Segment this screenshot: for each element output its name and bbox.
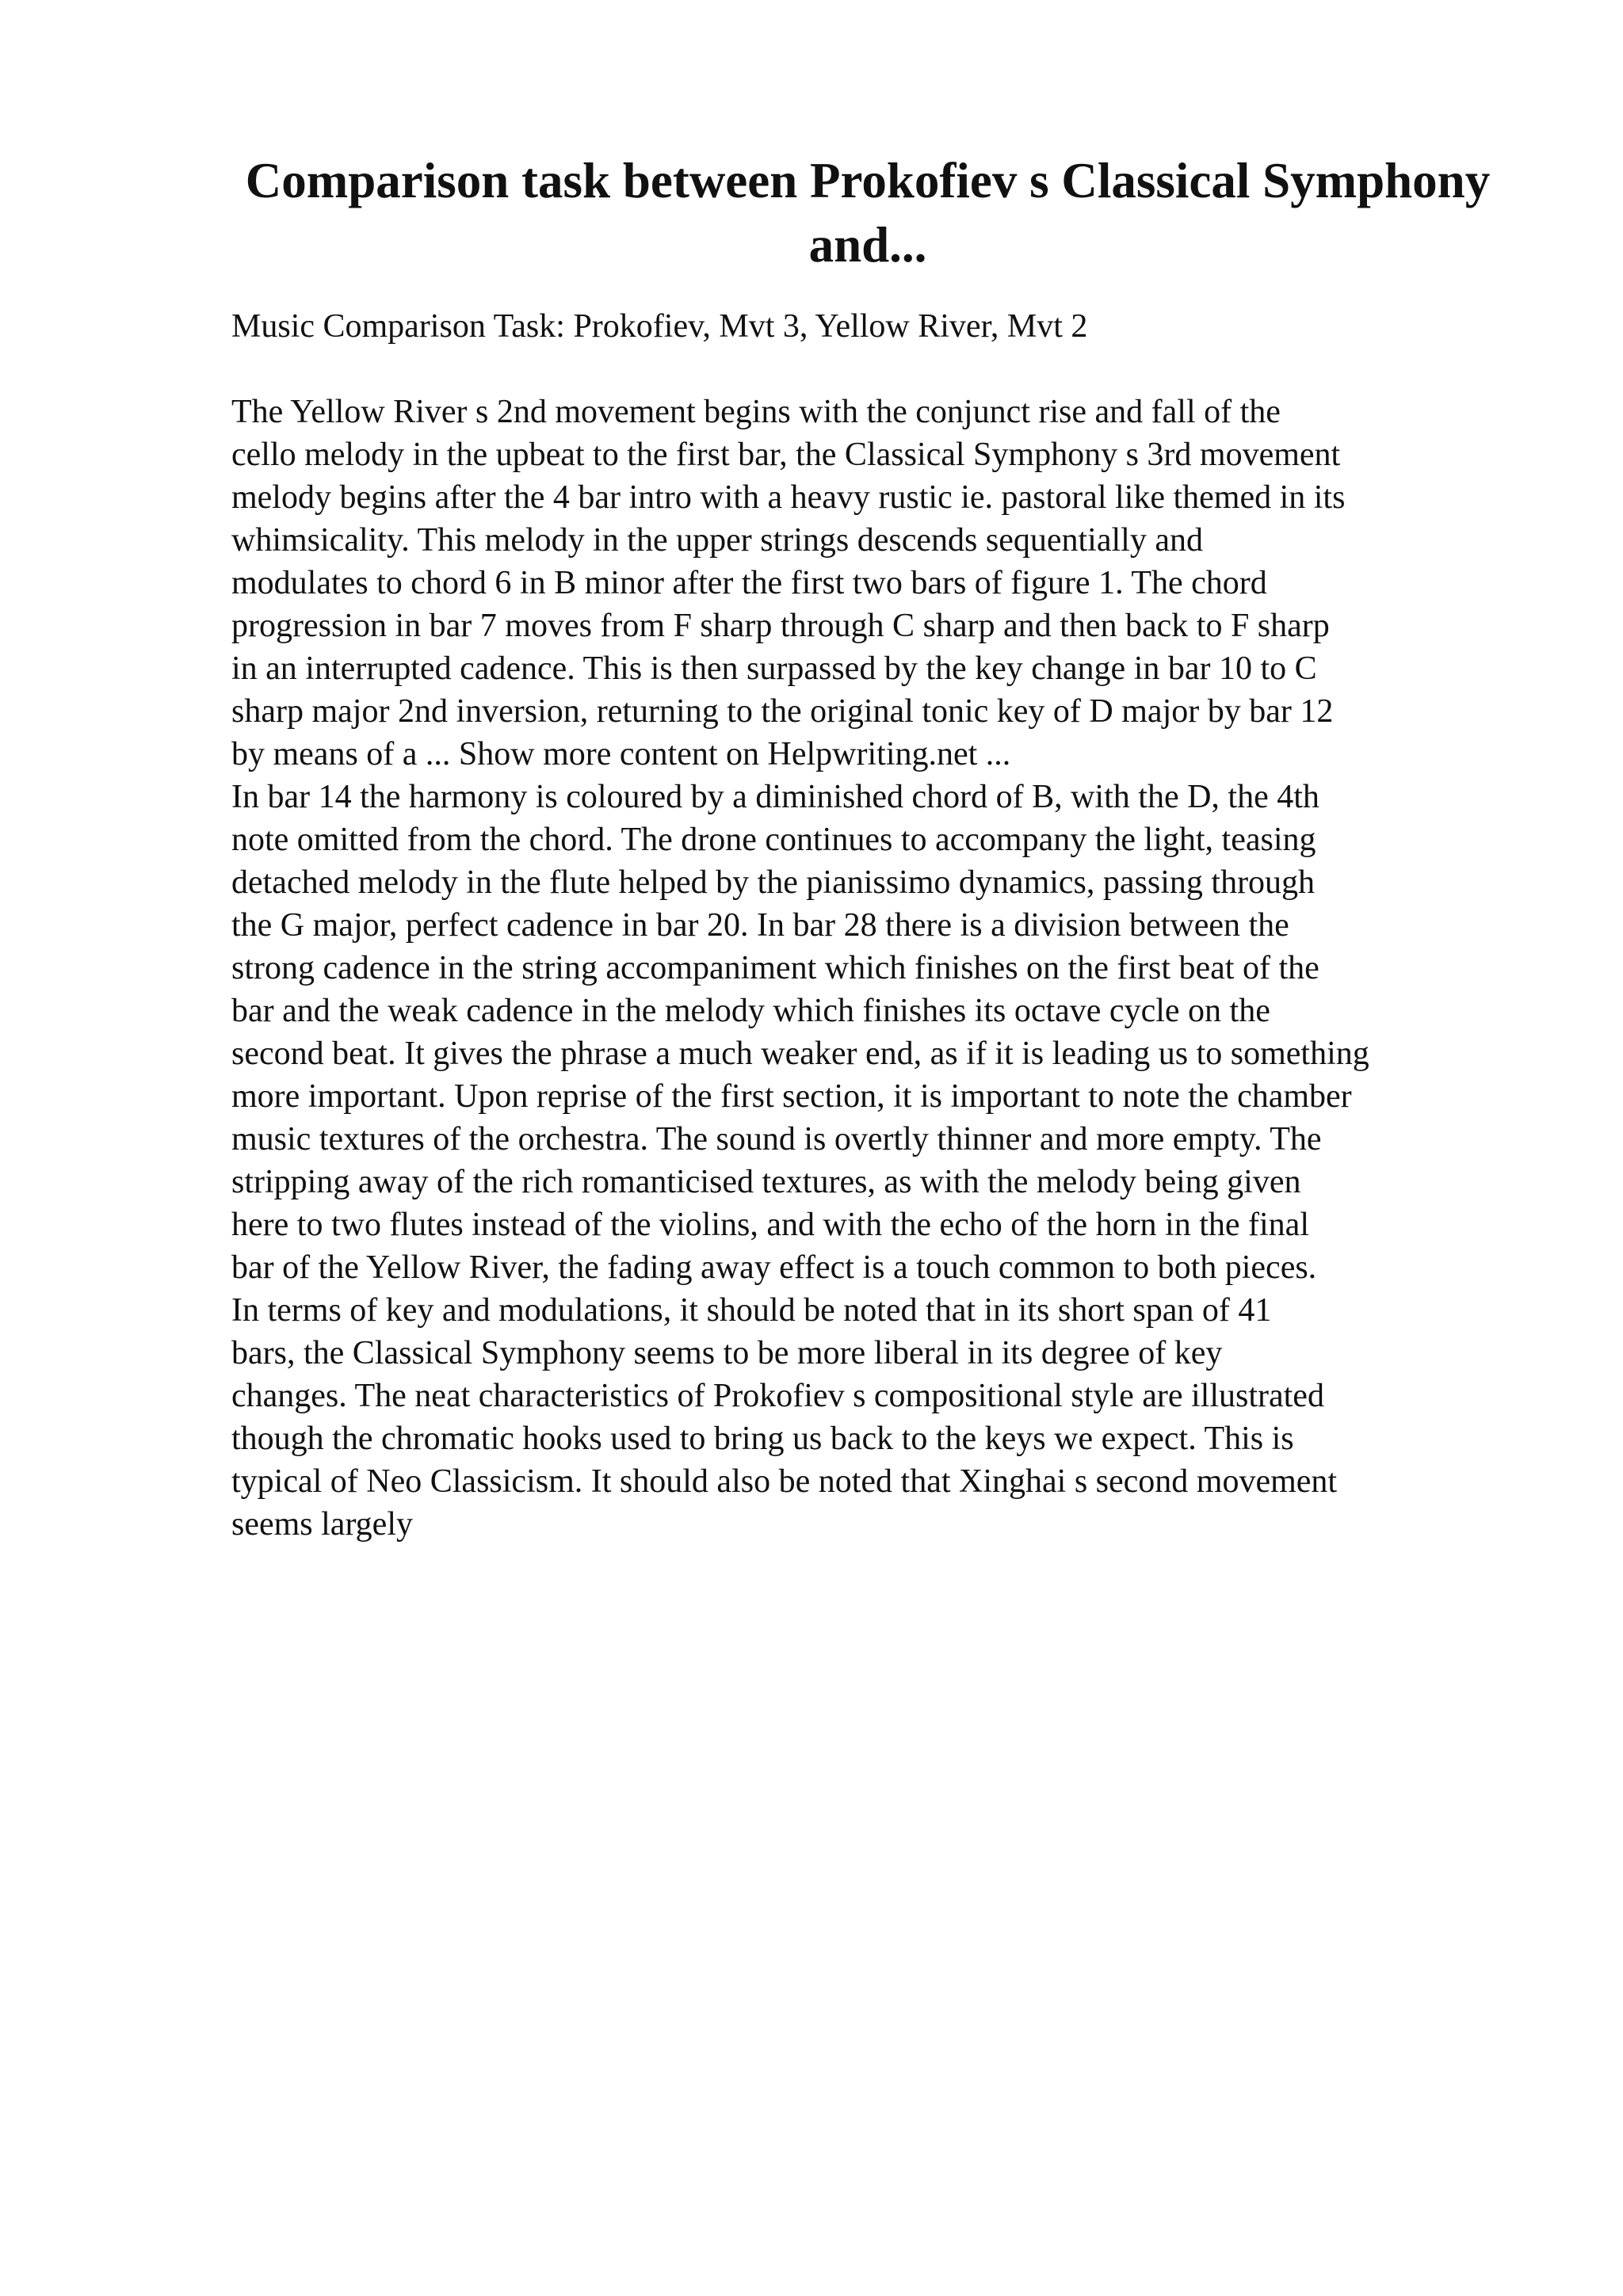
body-line: bar of the Yellow River, the fading away effect is a touch common to both pieces. <box>231 1249 1317 1286</box>
title-line: Comparison task between Prokofiev s Classical Symphony <box>245 153 1491 208</box>
body-line: more important. Upon reprise of the first section, it is important to note the chamber <box>231 1078 1352 1115</box>
body-line: In terms of key and modulations, it should be noted that in its short span of 41 <box>231 1292 1272 1329</box>
body-line: changes. The neat characteristics of Prokofiev s compositional style are illustrated <box>231 1378 1324 1414</box>
body-line: in an interrupted cadence. This is then surpassed by the key change in bar 10 to C <box>231 650 1317 687</box>
body-line: stripping away of the rich romanticised textures, as with the melody being given <box>231 1164 1301 1200</box>
body-line: music textures of the orchestra. The sound is overtly thinner and more empty. The <box>231 1121 1322 1158</box>
document-title <box>230 149 1506 277</box>
body-line: The Yellow River s 2nd movement begins with the conjunct rise and fall of the <box>231 394 1281 430</box>
body-line: by means of a ... Show more content on Helpwriting.net ... <box>231 736 1011 772</box>
body-line: modulates to chord 6 in B minor after the first two bars of figure 1. The chord <box>231 565 1267 601</box>
body-line: note omitted from the chord. The drone continues to accompany the light, teasing <box>231 822 1316 858</box>
body-line: whimsicality. This melody in the upper strings descends sequentially and <box>231 522 1203 559</box>
title-line: and... <box>808 217 927 273</box>
body-line: the G major, perfect cadence in bar 20. In bar 28 there is a division between the <box>231 907 1289 944</box>
body-line: bar and the weak cadence in the melody which finishes its octave cycle on the <box>231 993 1270 1029</box>
body-line: here to two flutes instead of the violins, and with the echo of the horn in the final <box>231 1207 1309 1243</box>
body-line: bars, the Classical Symphony seems to be more liberal in its degree of key <box>231 1335 1223 1371</box>
body-line: strong cadence in the string accompaniment which finishes on the first beat of the <box>231 950 1319 986</box>
body-line: melody begins after the 4 bar intro with a heavy rustic ie. pastoral like themed in its <box>231 479 1346 516</box>
body-line: cello melody in the upbeat to the first bar, the Classical Symphony s 3rd movement <box>231 437 1341 473</box>
body-line: second beat. It gives the phrase a much weaker end, as if it is leading us to something <box>231 1035 1369 1072</box>
document-subtitle: Music Comparison Task: Prokofiev, Mvt 3, Yellow River, Mvt 2 <box>231 308 1088 345</box>
body-line: though the chromatic hooks used to bring us back to the keys we expect. This is <box>231 1421 1294 1457</box>
body-line: detached melody in the flute helped by the pianissimo dynamics, passing through <box>231 864 1316 901</box>
body-line: typical of Neo Classicism. It should also be noted that Xinghai s second movement <box>231 1463 1338 1500</box>
body-line: In bar 14 the harmony is coloured by a diminished chord of B, with the D, the 4th <box>231 779 1319 815</box>
body-line: sharp major 2nd inversion, returning to the original tonic key of D major by bar 12 <box>231 693 1334 730</box>
body-line: seems largely <box>231 1506 413 1543</box>
body-line: progression in bar 7 moves from F sharp through C sharp and then back to F sharp <box>231 608 1330 644</box>
document-body <box>231 391 1369 1546</box>
